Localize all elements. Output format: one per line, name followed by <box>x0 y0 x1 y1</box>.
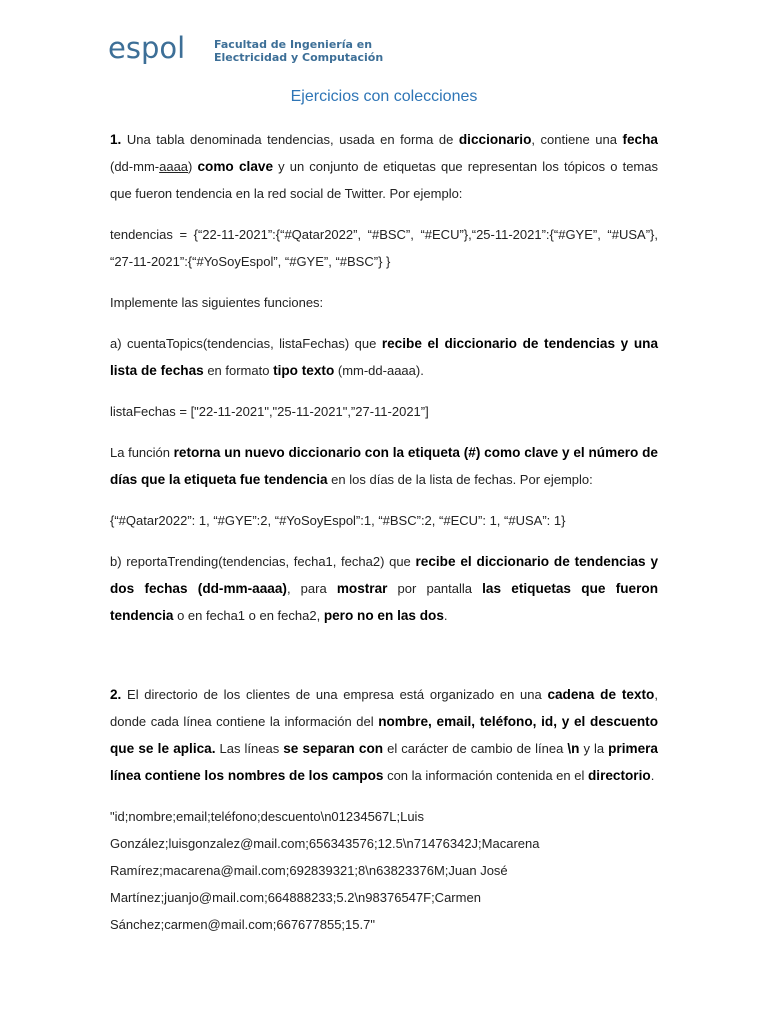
lista-fechas-example: listaFechas = ["22-11-2021","25-11-2021",”27-11-2021”] <box>110 404 429 419</box>
exercise-1-intro: 1. Una tabla denominada tendencias, usada en forma de diccionario, contiene una fecha (dd-mm-aaaa) como clave y un conjunto de etiquetas que representan los tópicos o temas que fueron tendencia en la red social de Twitter. Por ejemplo: <box>110 132 658 201</box>
faculty-line-2: Electricidad y Computación <box>214 51 384 64</box>
example-tendencias: tendencias = {“22-11-2021”:{“#Qatar2022”, “#BSC”, “#ECU”},“25-11-2021”:{“#GYE”, “#USA”}, “27-11-2021”:{“#YoSoyEspol”, “#GYE”, “#BSC”} } <box>110 227 658 269</box>
logo-text: espol <box>108 34 186 65</box>
directory-data-string: "id;nombre;email;teléfono;descuento\n01234567L;Luis González;luisgonzalez@mail.com;656343576;12.5\n71476342J;Macarena Ramírez;macarena@mail.com;692839321;8\n63823376M;Juan José Martínez;juanjo@mail.com;664888233;5.2\n98376547F;Carmen Sánchez;carmen@mail.com;667677855;15.7" <box>110 809 540 932</box>
faculty-name <box>214 38 383 64</box>
function-b-description: b) reportaTrending(tendencias, fecha1, fecha2) que recibe el diccionario de tendencias y dos fechas (dd-mm-aaaa), para mostrar por pantalla las etiquetas que fueron tendencia o en fecha1 o en fecha2, pero no en las dos. <box>110 554 659 623</box>
exercise-2-intro: 2. El directorio de los clientes de una empresa está organizado en una cadena de texto, donde cada línea contiene la información del nombre, email, teléfono, id, y el descuento que se le aplica. Las líneas se separan con el carácter de cambio de línea \n y la primera línea contiene los nombres de los campos con la información contenida en el directorio. <box>110 687 659 783</box>
function-a-description: a) cuentaTopics(tendencias, listaFechas) que recibe el diccionario de tendencias y una lista de fechas en formato tipo texto (mm-dd-aaaa). <box>110 336 659 378</box>
espol-logo-icon <box>108 34 200 68</box>
function-return-description: La función retorna un nuevo diccionario con la etiqueta (#) como clave y el número de días que la etiqueta fue tendencia en los días de la lista de fechas. Por ejemplo: <box>110 445 658 487</box>
exercise-1-number: 1. <box>110 132 122 147</box>
page-title: Ejercicios con colecciones <box>290 88 478 105</box>
exercise-2-number: 2. <box>110 687 122 702</box>
result-example: {“#Qatar2022”: 1, “#GYE”:2, “#YoSoyEspol”:1, “#BSC”:2, “#ECU”: 1, “#USA”: 1} <box>110 513 566 528</box>
header-logo <box>108 34 383 68</box>
document-body <box>110 126 658 938</box>
faculty-line-1: Facultad de Ingeniería en <box>214 38 373 51</box>
implement-text: Implemente las siguientes funciones: <box>110 295 324 310</box>
